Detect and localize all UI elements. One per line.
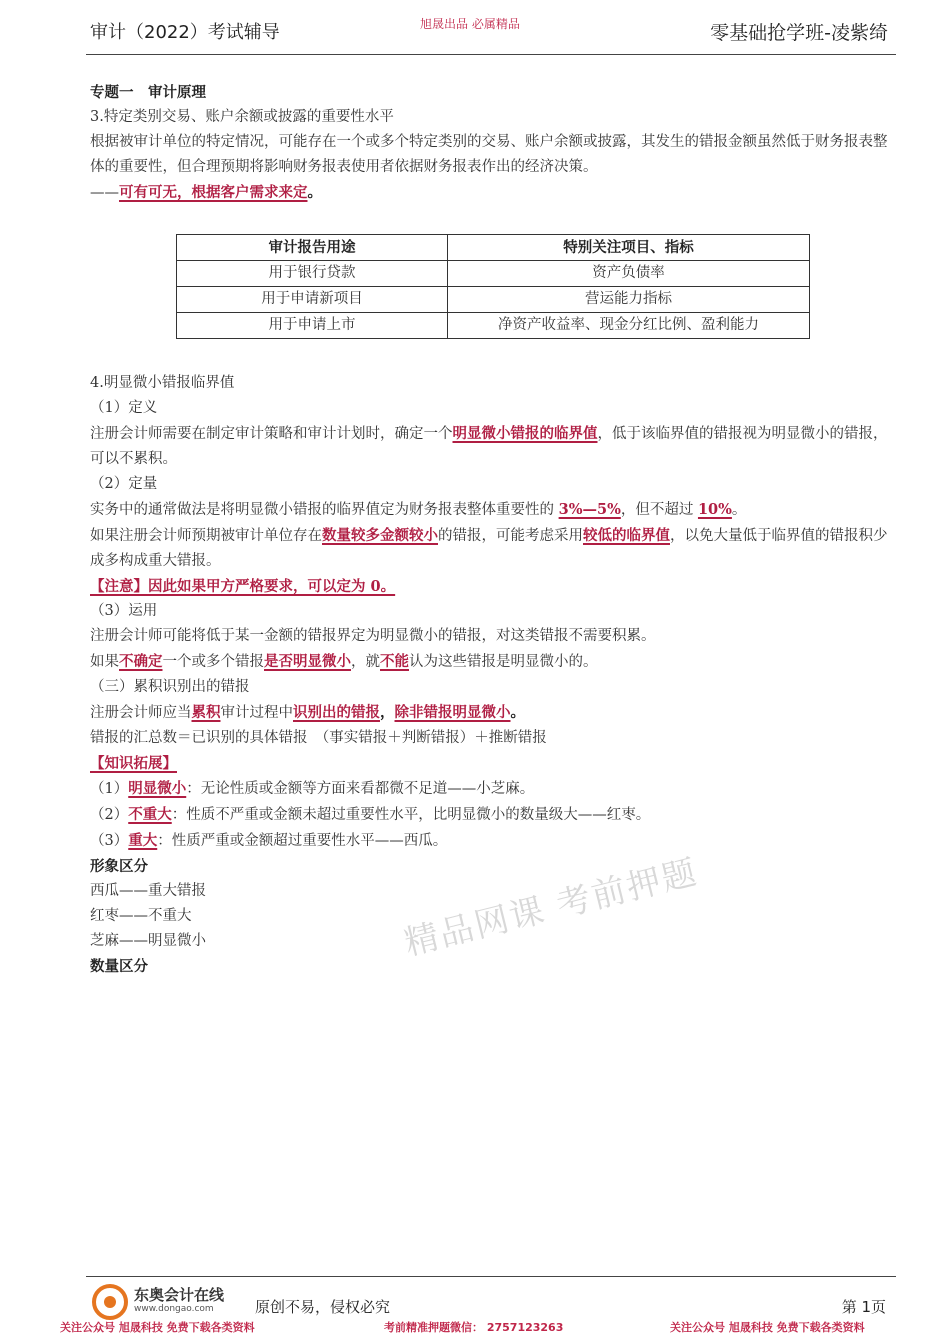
text: ，就 bbox=[351, 654, 380, 670]
footer-note-right: 关注公众号 旭晟科技 免费下载各类资料 bbox=[670, 1321, 865, 1334]
highlight-text: 10% bbox=[697, 501, 732, 518]
topic-title: 专题一 审计原理 bbox=[90, 84, 206, 101]
text: 如果注册会计师预期被审计单位存在 bbox=[90, 528, 322, 544]
definition-title: （1）定义 bbox=[90, 400, 158, 416]
note-text: 【注意】因此如果甲方严格要求，可以定为 0。 bbox=[90, 578, 396, 595]
footer-divider bbox=[86, 1276, 896, 1277]
highlight-text: 不确定 bbox=[119, 653, 163, 670]
header-slogan: 旭晟出品 必属精品 bbox=[420, 17, 520, 31]
highlight-text: 明显微小 bbox=[128, 780, 187, 797]
text: 认为这些错报是明显微小的。 bbox=[409, 654, 598, 670]
watermark: 精品网课 考前押题 bbox=[400, 852, 703, 964]
highlight-text: 数量较多金额较小 bbox=[322, 527, 438, 544]
text: ，以免大量低于临界值的错报积少成多构成重大错报。 bbox=[90, 528, 888, 569]
usage-paragraph: 注册会计师可能将低于某一金额的错报界定为明显微小的错报，对这类错报不需要积累。 bbox=[90, 628, 656, 644]
header-course-title: 审计（2022）考试辅导 bbox=[90, 22, 280, 43]
definition-paragraph bbox=[90, 421, 898, 472]
footer-note-left: 关注公众号 旭晟科技 免费下载各类资料 bbox=[60, 1321, 255, 1334]
table-header-cell: 特别关注项目、指标 bbox=[448, 235, 810, 261]
text: 如果 bbox=[90, 654, 119, 670]
text: 实务中的通常做法是将明显微小错报的临界值定为财务报表整体重要性的 bbox=[90, 502, 559, 518]
quantity-paragraph bbox=[90, 497, 898, 523]
highlight-text: 累积 bbox=[191, 704, 221, 721]
text: ，但不超过 bbox=[620, 502, 698, 518]
quantity-distinction-title: 数量区分 bbox=[90, 958, 148, 975]
quantity-title: （2）定量 bbox=[90, 476, 158, 492]
image-distinction-title: 形象区分 bbox=[90, 858, 148, 875]
page-number: 第 1页 bbox=[841, 1298, 886, 1316]
section-3-title: 3.特定类别交易、账户余额或披露的重要性水平 bbox=[90, 109, 394, 125]
text: 。 bbox=[510, 704, 525, 721]
usage-paragraph-2 bbox=[90, 649, 898, 675]
image-distinction-item: 西瓜——重大错报 bbox=[90, 883, 206, 899]
report-usage-table bbox=[176, 234, 810, 339]
header-divider bbox=[86, 54, 896, 55]
section-4-title: 4.明显微小错报临界值 bbox=[90, 375, 235, 391]
table-cell: 净资产收益率、现金分红比例、盈利能力 bbox=[448, 313, 810, 339]
formula-text: 错报的汇总数＝已识别的具体错报 （事实错报＋判断错报）＋推断错报 bbox=[90, 730, 547, 746]
highlight-text: 是否明显微小 bbox=[264, 653, 351, 670]
image-distinction-item: 芝麻——明显微小 bbox=[90, 933, 206, 949]
text: 的错报，可能考虑采用 bbox=[438, 528, 583, 544]
logo-dot-icon bbox=[104, 1296, 116, 1308]
text: 。 bbox=[731, 502, 747, 518]
text: ：性质不严重或金额未超过重要性水平，比明显微小的数量级大——红枣。 bbox=[171, 807, 651, 823]
highlight-text: 重大 bbox=[128, 832, 158, 849]
text: 一个或多个错报 bbox=[162, 654, 264, 670]
highlight-text: 较低的临界值 bbox=[583, 527, 670, 544]
table-row bbox=[177, 287, 810, 313]
text: （2） bbox=[90, 807, 129, 823]
text: 审计过程中 bbox=[220, 705, 293, 721]
highlight-text: 不能 bbox=[380, 653, 409, 670]
section-3-conclusion bbox=[90, 180, 898, 206]
extension-title: 【知识拓展】 bbox=[90, 755, 177, 772]
table-header-row bbox=[177, 235, 810, 261]
document-body bbox=[90, 80, 898, 979]
highlight-text: 不重大 bbox=[128, 806, 172, 823]
text: ， bbox=[380, 704, 395, 721]
table-cell: 用于申请新项目 bbox=[177, 287, 448, 313]
table-row bbox=[177, 261, 810, 287]
logo-url: www.dongao.com bbox=[134, 1304, 214, 1314]
table-cell: 用于银行贷款 bbox=[177, 261, 448, 287]
table-header-cell: 审计报告用途 bbox=[177, 235, 448, 261]
table-cell: 资产负债率 bbox=[448, 261, 810, 287]
table-cell: 营运能力指标 bbox=[448, 287, 810, 313]
footer-copyright: 原创不易，侵权必究 bbox=[255, 1298, 391, 1316]
accumulate-paragraph bbox=[90, 700, 898, 726]
text: 注册会计师需要在制定审计策略和审计计划时，确定一个 bbox=[90, 426, 453, 442]
highlight-text: 识别出的错报 bbox=[293, 704, 380, 721]
logo-name: 东奥会计在线 bbox=[134, 1286, 225, 1304]
highlight-text: 可有可无，根据客户需求来定 bbox=[119, 184, 308, 201]
page-header bbox=[0, 0, 950, 56]
text: 注册会计师应当 bbox=[90, 705, 192, 721]
dash: —— bbox=[90, 185, 119, 201]
table-cell: 用于申请上市 bbox=[177, 313, 448, 339]
highlight-text: 明显微小错报的临界值 bbox=[452, 425, 598, 442]
footer-note-middle: 考前精准押题微信： 2757123263 bbox=[384, 1321, 564, 1334]
text: ，低于该临界值的错报视为明显微小的错报，可以不累积。 bbox=[90, 426, 888, 467]
table-row bbox=[177, 313, 810, 339]
text: ：无论性质或金额等方面来看都微不足道——小芝麻。 bbox=[186, 781, 535, 797]
accumulate-title: （三）累积识别出的错报 bbox=[90, 679, 250, 695]
highlight-text: 除非错报明显微小 bbox=[394, 704, 511, 721]
text: ：性质严重或金额超过重要性水平——西瓜。 bbox=[157, 833, 448, 849]
period: 。 bbox=[307, 184, 322, 201]
image-distinction-item: 红枣——不重大 bbox=[90, 908, 192, 924]
text: （3） bbox=[90, 833, 129, 849]
usage-title: （3）运用 bbox=[90, 603, 158, 619]
extension-item bbox=[90, 828, 898, 854]
highlight-text: 3%—5% bbox=[558, 501, 621, 518]
section-3-paragraph: 根据被审计单位的特定情况，可能存在一个或多个特定类别的交易、账户余额或披露，其发生的错报金额虽然低于财务报表整体的重要性，但合理预期将影响财务报表使用者依据财务报表作出的经济决策。 bbox=[90, 134, 888, 175]
extension-item bbox=[90, 802, 898, 828]
text: （1） bbox=[90, 781, 129, 797]
quantity-paragraph-2 bbox=[90, 523, 898, 574]
header-class-name: 零基础抢学班-凌紫绮 bbox=[710, 22, 888, 44]
extension-item bbox=[90, 776, 898, 802]
